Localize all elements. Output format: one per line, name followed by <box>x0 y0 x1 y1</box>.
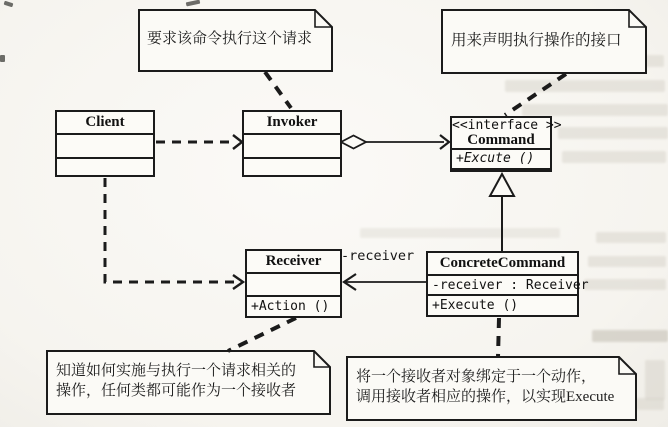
receiver-role-label: -receiver <box>341 248 415 264</box>
empty-compartment <box>452 168 550 170</box>
edge-client-invoker <box>156 135 242 149</box>
operations-compartment <box>57 157 153 175</box>
attribute-label: -receiver : Receiver <box>432 278 589 293</box>
class-invoker <box>242 110 342 177</box>
class-name: ConcreteCommand <box>439 255 566 271</box>
note-line: 调用接收者相应的操作，以实现Execute <box>356 389 615 405</box>
edge-concretecommand-receiver <box>344 274 426 290</box>
class-receiver <box>245 249 342 318</box>
edge-invoker-command <box>341 135 449 149</box>
name-compartment <box>452 118 562 148</box>
anchor-command-note <box>505 74 566 115</box>
edge-concretecommand-command <box>490 174 514 251</box>
class-client <box>55 110 155 177</box>
attributes-compartment <box>244 133 340 157</box>
attributes-compartment <box>428 274 589 294</box>
edge-client-receiver <box>105 178 243 289</box>
operation-label: +Execute () <box>432 298 519 313</box>
interface-command <box>450 116 562 172</box>
attributes-compartment <box>57 133 153 157</box>
stereotype-label: <<interface >> <box>452 118 562 133</box>
anchor-invoker-note <box>265 72 291 108</box>
class-concretecommand <box>426 251 589 317</box>
operations-compartment <box>247 295 340 316</box>
class-name: Client <box>85 114 125 130</box>
class-name: Invoker <box>266 114 318 130</box>
note-line: 操作，任何类都可能作为一个接收者 <box>56 383 297 399</box>
note-receiver-text <box>56 361 296 401</box>
anchor-receiver-note <box>228 318 296 351</box>
operations-compartment <box>428 294 577 315</box>
note-line: 知道如何实施与执行一个请求相关的 <box>56 363 297 379</box>
note-line: 将一个接收者对象绑定于一个动作， <box>356 369 597 385</box>
attributes-compartment <box>247 272 340 295</box>
note-concretecommand-text <box>356 367 614 407</box>
operations-compartment <box>244 157 340 175</box>
operation-label: +Action () <box>251 299 330 314</box>
operation-label: +Excute () <box>456 151 535 166</box>
anchor-concrete-command-note <box>498 318 499 357</box>
note-invoker-text: 要求该命令执行这个请求 <box>147 31 313 47</box>
operations-compartment <box>452 148 550 168</box>
note-command-text: 用来声明执行操作的接口 <box>451 32 622 49</box>
class-name: Command <box>467 132 535 148</box>
class-name: Receiver <box>265 253 322 269</box>
